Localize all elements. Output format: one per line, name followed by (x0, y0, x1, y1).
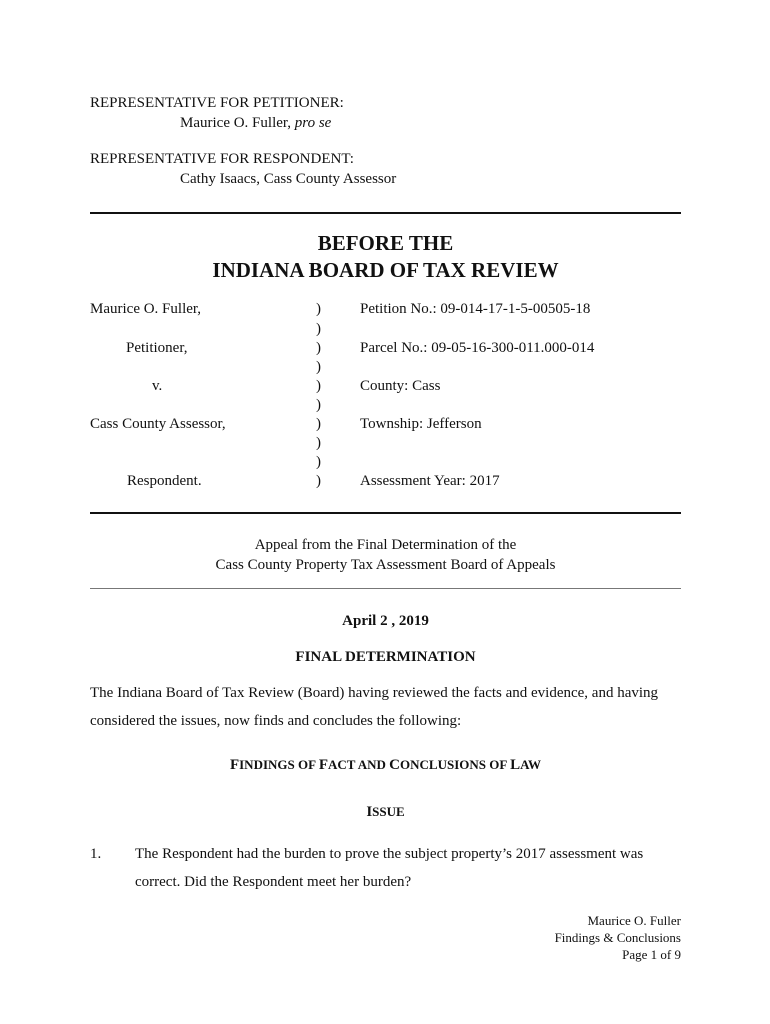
appeal-line-1: Appeal from the Final Determination of the (254, 537, 517, 553)
caption-versus: v. (152, 378, 163, 394)
issue-item-number: 1. (90, 846, 102, 862)
caption-petitioner-role: Petitioner, (126, 340, 188, 356)
decision-date: April 2 , 2019 (342, 613, 429, 629)
caption-assessment-year: Assessment Year: 2017 (360, 473, 500, 489)
caption-township: Township: Jefferson (360, 416, 482, 432)
caption-paren: ) (316, 301, 321, 317)
caption-paren: ) (316, 321, 321, 337)
caption-paren: ) (316, 378, 321, 394)
respondent-rep-name: Cathy Isaacs, Cass County Assessor (180, 171, 397, 187)
issue-item-line-1: The Respondent had the burden to prove the subject property’s 2017 assessment was (135, 846, 644, 862)
title-before-the: BEFORE THE (317, 231, 454, 255)
top-divider (90, 212, 681, 214)
appeal-line-2: Cass County Property Tax Assessment Board of Appeals (215, 557, 556, 573)
findings-heading: FINDINGS OF FACT AND CONCLUSIONS OF LAW (229, 757, 542, 773)
caption-divider (90, 512, 681, 514)
caption-county: County: Cass (360, 378, 441, 394)
caption-paren: ) (316, 397, 321, 413)
caption-party-respondent: Cass County Assessor, (90, 416, 226, 432)
issue-heading: ISSUE (366, 804, 405, 820)
caption-party-petitioner: Maurice O. Fuller, (90, 301, 202, 317)
caption-petition-no: Petition No.: 09-014-17-1-5-00505-18 (360, 301, 591, 317)
petitioner-rep-name (180, 114, 331, 132)
petitioner-rep-heading: REPRESENTATIVE FOR PETITIONER: (90, 95, 344, 111)
caption-parcel-no: Parcel No.: 09-05-16-300-011.000-014 (360, 340, 595, 356)
pro-se-label: pro se (294, 115, 332, 131)
caption-paren: ) (316, 473, 321, 489)
caption-paren: ) (316, 359, 321, 375)
issue-item-line-2: correct. Did the Respondent meet her burden? (135, 874, 412, 890)
final-determination-heading: FINAL DETERMINATION (295, 649, 476, 665)
caption-paren: ) (316, 340, 321, 356)
title-board-name: INDIANA BOARD OF TAX REVIEW (212, 258, 559, 282)
caption-paren: ) (316, 454, 321, 470)
page-footer (555, 912, 681, 963)
footer-case-name: Maurice O. Fuller (587, 913, 681, 928)
caption-paren: ) (316, 416, 321, 432)
caption-respondent-role: Respondent. (127, 473, 202, 489)
footer-page-number: Page 1 of 9 (622, 947, 681, 962)
intro-line-2: considered the issues, now finds and concludes the following: (90, 713, 462, 729)
caption-paren: ) (316, 435, 321, 451)
appeal-divider (90, 588, 681, 589)
intro-line-1: The Indiana Board of Tax Review (Board) having reviewed the facts and evidence, and having (90, 685, 659, 701)
footer-doc-type: Findings & Conclusions (554, 930, 681, 945)
petitioner-rep-name-text: Maurice O. Fuller, (180, 115, 295, 131)
respondent-rep-heading: REPRESENTATIVE FOR RESPONDENT: (90, 151, 354, 167)
